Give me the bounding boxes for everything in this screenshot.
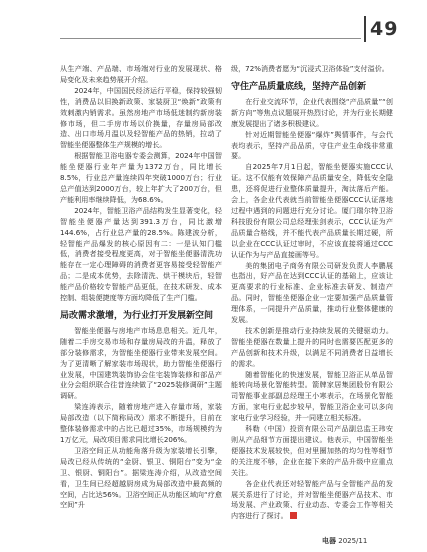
right-column [231,64,393,522]
paragraph: 美的集团电子商务有限公司研发负责人李鹏展也指出，好产品在达到CCC认证的基础上，应该让更高要求的行业标准、企业标准去研发、制造产品。同时，智能坐便器企业一定要加强产品质量管理体系，一同提升产品质量，推动行业整体健康的发展。 [231,260,393,325]
page-number-block [364,14,398,44]
page-number: 49 [370,18,399,40]
paragraph: 针对近期智能坐便器“爆炸”舆情事件，与会代表均表示，坚持产品品质，守住产业生命线非常重要。 [231,129,393,161]
paragraph: 级，72%消费者愿为“沉浸式卫浴体验”支付溢价。 [231,64,389,73]
paragraph-final [231,479,393,523]
left-column [60,64,222,511]
header-rule [60,38,361,39]
paragraph: 卫浴空间正从功能角落升级为家装增长引擎，局改已经从传统的“金厨、银卫、铜阳台”变为“金卫、银厨、铜阳台”。据梁连涛介绍，从改造空间看，卫生间已经超越厨房成为局部改造中最高频的空间，占比达56%。卫浴空间正从功能区域向“疗愈空间”升 [60,445,222,510]
paragraph: 随着智能化的快速发展，智能卫浴正从单品智能转向场景化智能转型。箭牌家居集团股份有限公司智能事业部副总经理王小寒表示，在场景化智能方面，家电行业起步较早，智能卫浴企业可以多向家电行业学习经验，并一同建立相关标准。 [231,369,393,423]
paragraph: 梁连涛表示，随着房地产进入存量市场，家装局部改造（以下简称局改）需求不断提升，目前在整体装修需求中的占比已超过35%，市场规模约为1万亿元，局改项目需求同比增长206%。 [60,402,222,444]
final-paragraph-text: 各企业代表还对轻智能产品与全智能产品的发展关系进行了讨论，并对智能坐便器产品技术、市场发展、产业政策、行业动态、专委会工作等相关内容进行了探讨。 [231,478,393,521]
paragraph: 科勒（中国）投资有限公司产品副总监王玮安则从产品细节方面提出建议。他表示，中国智能坐便器技术发展较快，但对里圈加热的均匀性等细节的关注度不够，企业在接下来的产品升级中应重点关注。 [231,424,393,477]
paragraph: 智能坐便器与房地产市场息息相关。近几年，随着二手房交易市场和存量房局改的升温，释放了部分装修需求，为智能坐便器行业带来发展空间。为了更清晰了解家装市场现状，助力智能坐便器行业发展，中国建筑装饰协会住宅装饰装修和部品产业分会组织联合往昔连续做了“2025装修调研”主题调研。 [60,325,222,401]
section-heading: 局改需求激增，为行业打开发展新空间 [60,310,214,321]
paragraph: 在行业交流环节，企业代表围绕“产品质量”“创新方向”等焦点议题展开热烈讨论，并为行业长期健康发展提出了诸多积极建议。 [231,96,393,128]
footer-magazine: 电器 [322,537,336,545]
paragraph: 2024年，智能卫浴产品结构发生显著变化，轻智能坐便器产量达到391.3万台，同比激增144.6%，占行业总产量的28.5%。陈建波分析，轻智能产品爆发的核心原因有二：一是认知门槛低，消费者接受程度更高，对于智能坐便器清洗功能存在一定心理障碍的消费者更容易接受轻智能产品；二是成本优势，去除清洗、烘干模块后，轻智能产品价格较专智能产品更低，在技术研发、成本控制、组装便捷度等方面均降低了生产门槛。 [60,205,222,303]
page-number-bar [364,16,366,42]
paragraph: 技术创新是推动行业持续发展的关键驱动力。智能坐便器在数量上提升的同时也需要匹配更多的产品创新和技术升级，以满足不同消费者日益增长的需求。 [231,325,393,368]
paragraph: 根据智能卫浴电器专委会测算，2024年中国智能坐便器行业年产量为1372万台，同比增长8.5%，行业总产量连续四年突破1000万台；行业总产值达到2000万台，较上年扩大了200万台，但产能利用率继续降低，为68.6%。 [60,151,222,204]
section-heading: 守住产品质量底线，坚持产品创新 [231,81,367,92]
footer-issue: 2025/11 [338,537,368,545]
paragraph: 2024年，中国国民经济运行平稳，保持较强韧性，消费品以旧换新政策、家装厨卫“焕新”政策有效刺激内销需求。虽然房地产市场低迷制约新房装修市场，但二手房市场以价换量，存量房局部改造、出口市场月温以及轻智能产品的热销，拉动了智能坐便器整体生产规模的增长。 [60,85,222,150]
paragraph: 自2025年7月1日起，智能坐便器实施CCC认证。这不仅能有效保障产品质量安全，降低安全隐患，还将促进行业整体质量提升，淘汰落后产能。会上，各企业代表就当前智能坐便器CCC认证落地过程中遇到的问题进行充分讨论。厦门瑞尔特卫浴科技股份有限公司总经理张剑表示，CCC认证为产品质量合格线，并不能代表产品质量长期过硬，所以企业在CCC认证过审时，不应该直接将通过CCC认证作为与产品直接画等号。 [231,162,393,259]
footer [322,536,367,546]
paragraph: 从生产端、产品端、市场端对行业的发展现状、格局变化及未来趋势展开介绍。 [60,64,222,84]
end-mark-icon [290,512,297,519]
